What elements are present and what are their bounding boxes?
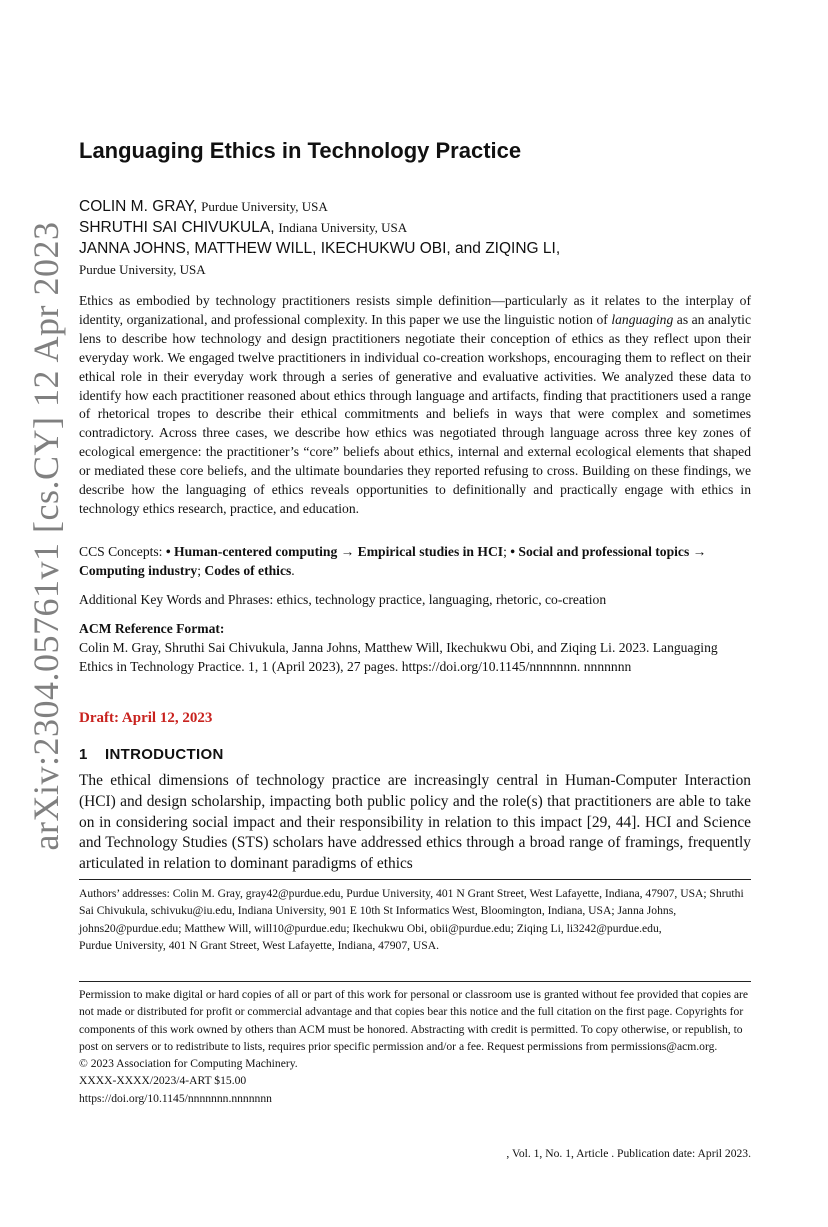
ccs-label: CCS Concepts:: [79, 544, 166, 559]
ccs-separator: ;: [503, 544, 511, 559]
addresses-text: Authors’ addresses: Colin M. Gray, gray42@purdue.edu, Purdue University, 401 N Grant Street, West Lafayette, Indiana, 47907, USA; Shruthi Sai Chivukula, schivuku@iu.edu, Indiana University, 901 E 10th St Informatics West, Bloomington, Indiana, USA; Janna Johns, johns20@purdue.edu; Matthew Will, will10@purdue.edu; Ikechukwu Obi, obii@purdue.edu; Ziqing Li, li3242@purdue.edu,: [79, 887, 744, 935]
author-line-2: [79, 217, 751, 238]
authors-addresses: [79, 885, 751, 954]
section-number: 1: [79, 746, 88, 763]
addresses-text-continued: Purdue University, 401 N Grant Street, West Lafayette, Indiana, 47907, USA.: [79, 938, 440, 952]
permission-notice: [79, 986, 751, 1107]
author-affiliation: Purdue University, USA: [79, 262, 206, 277]
abstract-part-2: as an analytic lens to describe how technology and design practitioners negotiate their conception of ethics as they reflect upon their everyday work. We engaged twelve practitioners in individual co-creation workshops, encouraging them to reflect on their ethical role in their everyday work through a series of generative and evaluative activities. We analyzed these data to identify how each practitioner reasoned about ethics through language and artifacts, finding that practitioners used a range of rhetorical tropes to describe their ethical commitments and beliefs in ways that were complex and sometimes contradictory. Across three cases, we describe how ethics was negotiated through language across three key zones of ecological emergence: the practitioner’s “core” beliefs about ethics, internal and external ecological elements that shaped or mediated these core beliefs, and the ultimate boundaries they reported refusing to cross. Building on these findings, we describe how the languaging of ethics reveals opportunities to definitionally and practically engage with ethics in technology ethics research, practice, and education.: [79, 311, 751, 516]
author-line-1: [79, 196, 751, 217]
ccs-concept-2-item: Computing industry: [79, 562, 198, 578]
footnote-divider: [79, 879, 751, 880]
price-line: XXXX-XXXX/2023/4-ART $15.00: [79, 1074, 247, 1088]
ccs-arrow-2: →: [689, 544, 707, 559]
author-affiliation: Purdue University, USA: [201, 199, 328, 214]
ccs-end: .: [291, 562, 295, 578]
ccs-concept-3-item: Codes of ethics: [204, 562, 292, 578]
paper-title: Languaging Ethics in Technology Practice: [79, 138, 522, 163]
author-block: [79, 196, 751, 280]
ccs-separator: ;: [197, 562, 205, 578]
author-names: COLIN M. GRAY,: [79, 198, 198, 215]
author-affiliation: Indiana University, USA: [278, 220, 408, 235]
abstract-emphasis-term: languaging: [611, 311, 674, 327]
arxiv-identifier: arXiv:2304.05761v1 [cs.CY] 12 Apr 2023: [26, 221, 66, 851]
author-names: JANNA JOHNS, MATTHEW WILL, IKECHUKWU OBI, and ZIQING LI,: [79, 240, 561, 257]
abstract-part-1: Ethics as embodied by technology practitioners resists simple definition—particularly as it relates to the interplay of identity, organizational, and professional complexity. In this paper we use the linguistic notion of: [79, 293, 751, 327]
arxiv-sidebar: [24, 221, 68, 851]
permission-text: Permission to make digital or hard copies of all or part of this work for personal or classroom use is granted without fee provided that copies are not made or distributed for profit or commercial advantage and that copies bear this notice and the full citation on the first page. Copyrights for components of this work owned by others than ACM must be honored. Abstracting with credit is permitted. To copy otherwise, or republish, to post on servers or to redistribute to lists, requires prior specific permission and/or a fee. Request permissions from permissions@acm.org.: [79, 988, 749, 1053]
publication-footer: , Vol. 1, No. 1, Article . Publication date: April 2023.: [506, 1147, 751, 1160]
permission-divider: [79, 981, 751, 982]
doi-line: https://doi.org/10.1145/nnnnnnn.nnnnnnn: [79, 1091, 272, 1105]
reference-heading: ACM Reference Format:: [79, 621, 225, 636]
author-line-4: [79, 259, 751, 280]
introduction-paragraph: The ethical dimensions of technology practice are increasingly central in Human-Computer Interaction (HCI) and design scholarship, impacting both public policy and the role(s) that practitioners are able to take on in considering social impact and their responsibility in relation to this impact [29, 44]. HCI and Science and Technology Studies (STS) scholars have addressed ethics through a broad range of framings, frequently articulated in relation to dominant paradigms of ethics: [79, 772, 751, 873]
author-names: SHRUTHI SAI CHIVUKULA,: [79, 219, 275, 236]
ccs-concept-1-item: Empirical studies in HCI: [357, 544, 504, 559]
keywords: Additional Key Words and Phrases: ethics, technology practice, languaging, rhetoric, co-creation: [79, 592, 607, 607]
copyright-line: © 2023 Association for Computing Machinery.: [79, 1057, 298, 1071]
ccs-arrow-1: →: [337, 544, 358, 559]
reference-text: Colin M. Gray, Shruthi Sai Chivukula, Janna Johns, Matthew Will, Ikechukwu Obi, and Ziqing Li. 2023. Languaging Ethics in Technology Practice. 1, 1 (April 2023), 27 pages. https://doi.org/10.1145/nnnnnnn. nnnnnnn: [79, 639, 718, 674]
section-heading: [79, 746, 751, 763]
ccs-concepts: [79, 543, 751, 581]
ccs-concept-2: • Social and professional topics: [510, 544, 690, 559]
author-line-3: [79, 238, 751, 259]
ccs-concept-1: • Human-centered computing: [165, 544, 338, 559]
section-title: INTRODUCTION: [105, 746, 224, 763]
draft-label: Draft: April 12, 2023: [79, 710, 213, 726]
acm-reference-format: [79, 620, 751, 677]
abstract: [79, 292, 751, 519]
